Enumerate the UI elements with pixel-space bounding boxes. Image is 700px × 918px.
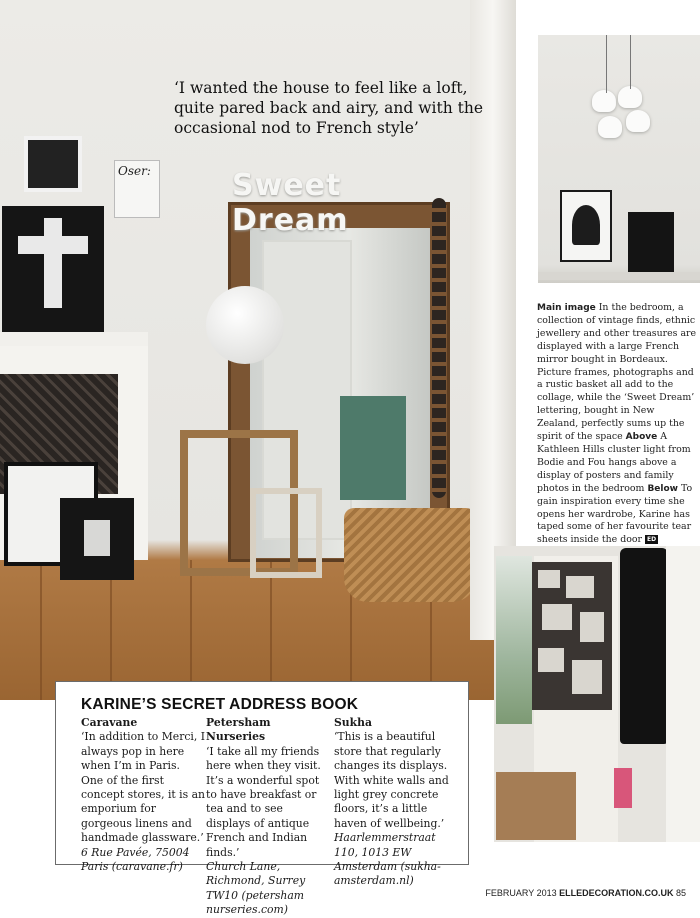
footer-site: ELLEDECORATION.CO.UK xyxy=(559,888,674,898)
black-poster xyxy=(628,212,674,274)
oser-poster-text: Oser: xyxy=(118,164,151,178)
address-entry-name: Petersham Nurseries xyxy=(206,716,271,744)
pendant-lamp xyxy=(618,86,642,108)
address-book-title: KARINE’S SECRET ADDRESS BOOK xyxy=(81,696,359,713)
sweet-dream-lettering: Sweet Dream xyxy=(232,168,349,238)
photo-caption xyxy=(537,302,697,547)
page-footer xyxy=(485,888,686,898)
green-cabinet xyxy=(340,396,406,500)
pendant-lamp xyxy=(626,110,650,132)
tear-sheet xyxy=(566,576,594,598)
poster-figure xyxy=(572,205,600,245)
tear-sheet xyxy=(572,660,602,694)
caption-label-below: Below xyxy=(647,483,678,494)
address-entry-info: 6 Rue Pavée, 75004 Paris (caravane.fr) xyxy=(81,845,190,874)
address-entry-name: Sukha xyxy=(334,716,372,729)
pull-quote: ‘I wanted the house to feel like a loft, quite pared back and airy, and with the occasional nod to French style’ xyxy=(174,79,484,137)
window xyxy=(496,556,532,724)
address-entry xyxy=(81,716,205,874)
floor-board xyxy=(190,560,192,700)
floor-board xyxy=(110,560,112,700)
pendant-lamp xyxy=(598,116,622,138)
shelf xyxy=(538,272,700,280)
page-number: 85 xyxy=(675,888,686,898)
wall xyxy=(666,546,700,842)
lamp-cord xyxy=(630,35,631,89)
tear-sheet xyxy=(542,604,572,630)
floor-board xyxy=(270,560,272,700)
address-entry-text: ‘In addition to Merci, I always pop in here when I’m in Paris. One of the first concept stores, it is an emporium for gorgeous linens and handmade glassware.’ xyxy=(81,730,205,845)
tear-sheet xyxy=(538,570,560,588)
wicker-basket xyxy=(344,508,476,602)
tear-sheet xyxy=(580,612,604,642)
address-entry xyxy=(206,716,330,918)
address-entry-text: ‘I take all my friends here when they visit. It’s a wonderful spot to have breakfast or tea and to see displays of antique French and Indian finds.’ xyxy=(206,744,321,859)
cardboard-box xyxy=(496,772,576,840)
address-entry-info: Church Lane, Richmond, Surrey TW10 (petersham nurseries.com) xyxy=(206,860,306,917)
ed-badge: ED xyxy=(646,536,657,544)
caption-label-main: Main image xyxy=(537,303,596,313)
caption-text-above: A Kathleen Hills cluster light from Bodie and Fou hangs above a display of posters and family photos in the bedroom xyxy=(537,431,691,494)
hanging-jacket xyxy=(620,548,668,744)
address-entry-info: Haarlemmerstraat 110, 1013 EW Amsterdam (sukha-amsterdam.nl) xyxy=(334,831,441,888)
address-entry xyxy=(334,716,458,889)
pink-bag xyxy=(614,768,632,808)
footer-date: FEBRUARY 2013 xyxy=(485,888,557,898)
bead-necklace xyxy=(432,198,446,498)
pendant-lamp xyxy=(592,90,616,112)
address-entry-text: ‘This is a beautiful store that regularly changes its displays. With white walls and light grey concrete floors, it’s a little haven of wellbeing.’ xyxy=(334,730,449,830)
lamp-cord xyxy=(606,35,607,93)
caption-text-below: To gain inspiration every time she opens her wardrobe, Karine has taped some of her favourite tear sheets inside the door xyxy=(537,482,693,546)
paper-lantern xyxy=(206,286,284,364)
floor-board xyxy=(40,560,42,700)
taped-photo xyxy=(24,136,82,192)
caption-label-above: Above xyxy=(625,432,658,443)
caption-text-main: In the bedroom, a collection of vintage finds, ethnic jewellery and other treasures are displayed with a large French mirror bought in Bordeaux. Picture frames, photographs and a rustic basket all add to the collage, while the ‘Sweet Dream’ lettering, bought in New Zealand, perfectly sums up the spirit of the space xyxy=(537,302,697,443)
wooden-frame xyxy=(250,488,322,578)
framed-photo xyxy=(84,520,110,556)
poster-cross-bar xyxy=(44,218,62,308)
address-entry-name: Caravane xyxy=(81,716,138,729)
tear-sheet xyxy=(538,648,564,672)
